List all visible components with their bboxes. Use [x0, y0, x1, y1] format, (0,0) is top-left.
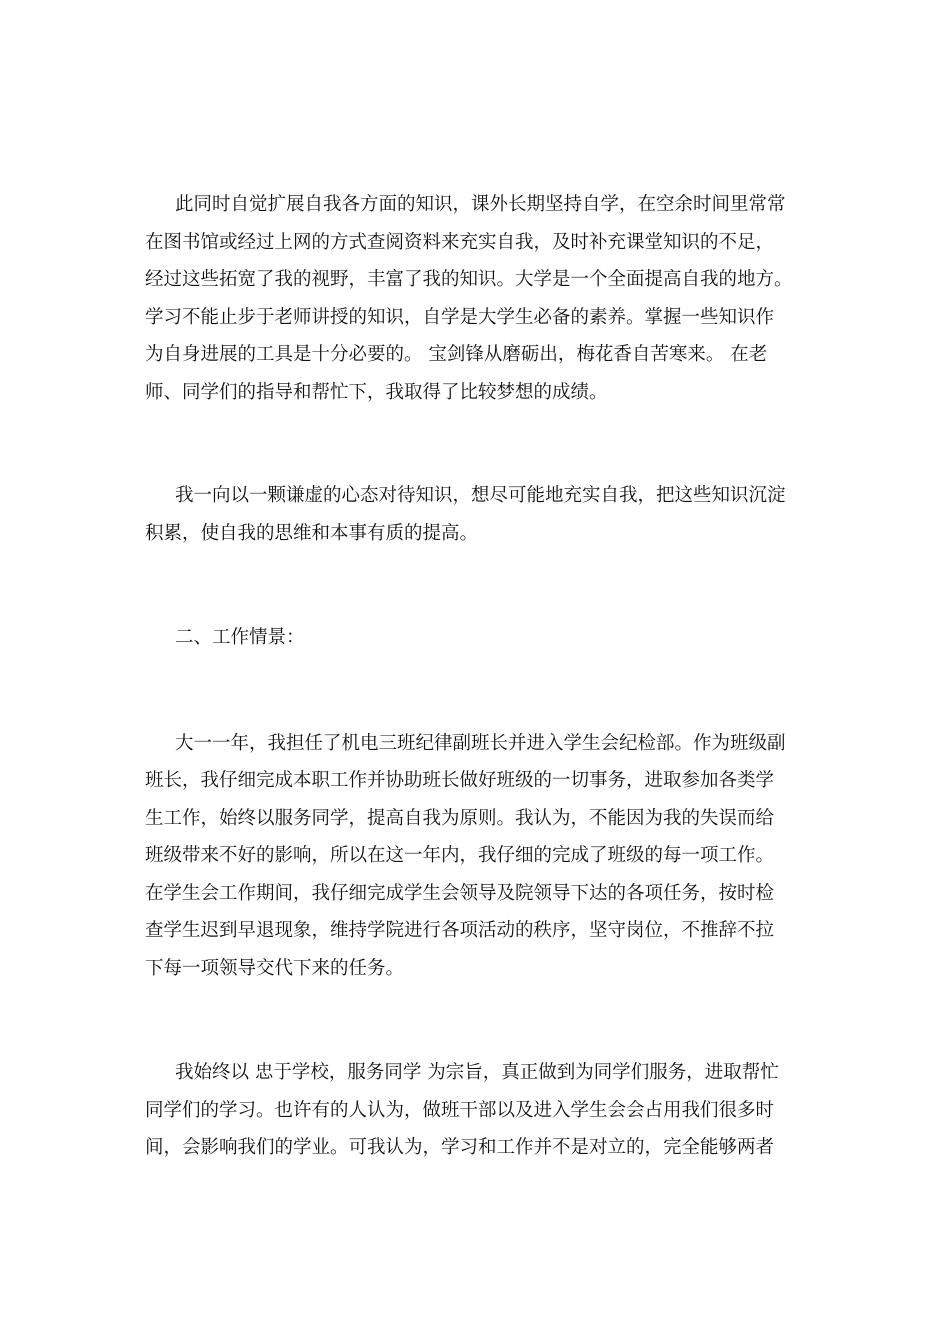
text-line: 为自身进展的工具是十分必要的。 宝剑锋从磨砺出，梅花香自苦寒来。 在老 — [145, 344, 768, 365]
text-line: 师、同学们的指导和帮忙下，我取得了比较梦想的成绩。 — [145, 381, 608, 403]
text-line: 大一一年，我担任了机电三班纪律副班长并进入学生会纪检部。作为班级副 — [175, 732, 786, 754]
paragraph-service-principle — [145, 1054, 810, 1167]
text-line: 同学们的学习。也许有的人认为，做班干部以及进入学生会会占用我们很多时 — [145, 1099, 775, 1121]
text-line: 班级带来不好的影响，所以在这一年内，我仔细的完成了班级的每一项工作。 — [145, 845, 775, 866]
section-heading-work — [145, 619, 810, 657]
text-line: 积累，使自我的思维和本事有质的提高。 — [145, 522, 479, 544]
text-line: 我一向以一颗谦虚的心态对待知识，想尽可能地充实自我，把这些知识沉淀 — [175, 485, 786, 506]
text-line: 我始终以 忠于学校，服务同学 为宗旨，真正做到为同学们服务，进取帮忙 — [175, 1062, 779, 1083]
text-line: 在学生会工作期间，我仔细完成学生会领导及院领导下达的各项任务，按时检 — [145, 882, 775, 904]
text-line: 间，会影响我们的学业。可我认为，学习和工作并不是对立的，完全能够两者 — [145, 1137, 775, 1158]
text-line: 在图书馆或经过上网的方式查阅资料来充实自我，及时补充课堂知识的不足， — [145, 231, 775, 253]
text-line: 生工作，始终以服务同学，提高自我为原则。我认为，不能因为我的失误而给 — [145, 807, 775, 829]
paragraph-humble-attitude — [145, 477, 810, 552]
text-line: 此同时自觉扩展自我各方面的知识，课外长期坚持自学，在空余时间里常常 — [175, 194, 786, 215]
text-line: 学习不能止步于老师讲授的知识，自学是大学生必备的素养。掌握一些知识作 — [145, 306, 775, 328]
paragraph-class-duties — [145, 725, 810, 988]
text-line: 下每一项领导交代下来的任务。 — [145, 957, 405, 979]
heading-text: 二、工作情景： — [175, 627, 305, 648]
paragraph-self-study — [145, 186, 810, 411]
text-line: 班长，我仔细完成本职工作并协助班长做好班级的一切事务，进取参加各类学 — [145, 770, 775, 791]
document-page — [145, 186, 810, 1167]
text-line: 经过这些拓宽了我的视野，丰富了我的知识。大学是一个全面提高自我的地方。 — [145, 269, 793, 290]
text-line: 查学生迟到早退现象，维持学院进行各项活动的秩序，坚守岗位，不推辞不拉 — [145, 920, 775, 941]
